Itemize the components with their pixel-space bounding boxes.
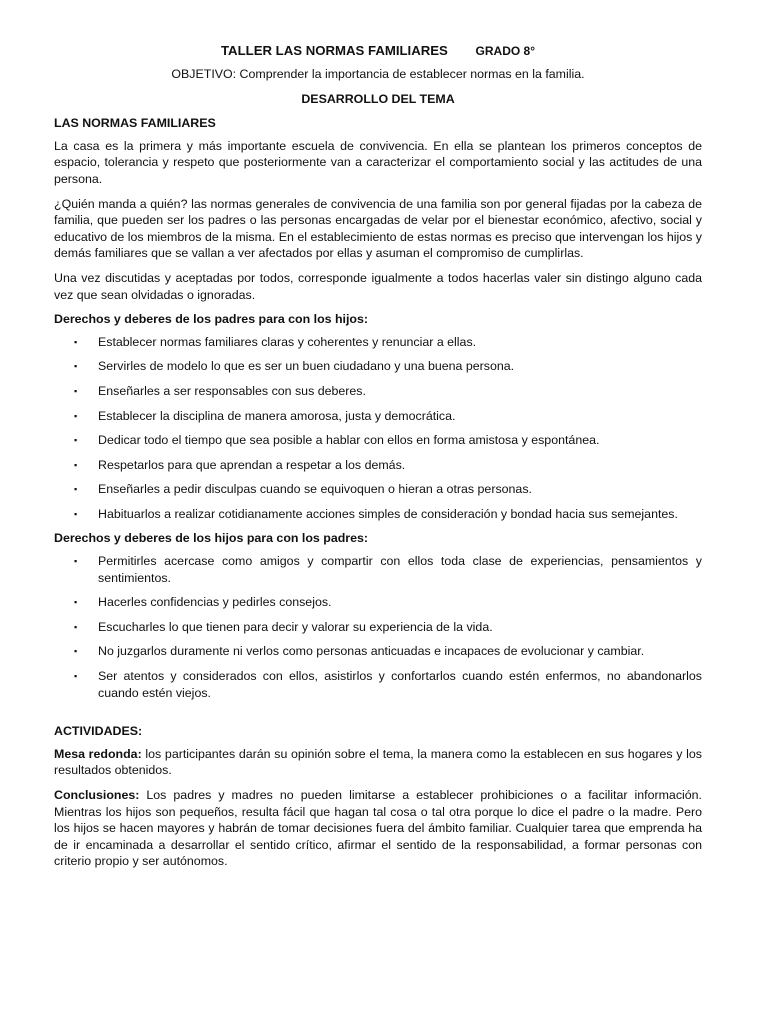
bullet-icon: ▪ <box>74 484 78 495</box>
paragraph: ¿Quién manda a quién? las normas generales de convivencia de una familia son por general fijadas por la cabeza de familia, que pueden ser los padres o las personas encargadas de velar por el bienestar económico, afectivo, social y educativo de los miembros de la misma. En el establecimiento de estas normas es preciso que intervengan los hijos y demás familiares que se vallan a ver afectados por ellas y asuman el compromiso de cumplirlas. <box>54 196 702 261</box>
round-table-label: Mesa redonda: <box>54 746 142 761</box>
list-item <box>54 668 702 701</box>
bullet-icon: ▪ <box>74 336 78 347</box>
bullet-icon: ▪ <box>74 385 78 396</box>
bullet-icon: ▪ <box>74 671 78 682</box>
objective-label: OBJETIVO: <box>171 67 237 81</box>
list-item-text: Ser atentos y considerados con ellos, asistirlos y confortarlos cuando estén enfermos, no abandonarlos cuando estén viejos. <box>98 669 702 700</box>
list-item <box>54 643 702 660</box>
list-item <box>54 383 702 400</box>
list-item-text: Respetarlos para que aprendan a respetar a los demás. <box>98 457 406 472</box>
objective-text: Comprender la importancia de establecer normas en la familia. <box>236 67 585 81</box>
paragraph: La casa es la primera y más importante escuela de convivencia. En ella se plantean los primeros conceptos de espacio, tolerancia y respeto que posteriormente van a caracterizar el comportamiento social y las actitudes de una persona. <box>54 138 702 186</box>
list-item-text: Establecer normas familiares claras y coherentes y renunciar a ellas. <box>98 334 477 349</box>
children-duties-list <box>54 553 702 701</box>
list-item <box>54 481 702 498</box>
parents-duties-list <box>54 334 702 523</box>
conclusions-paragraph <box>54 787 702 870</box>
development-title: DESARROLLO DEL TEMA <box>301 91 455 106</box>
list-item <box>54 334 702 351</box>
bullet-icon: ▪ <box>74 621 78 632</box>
bullet-icon: ▪ <box>74 556 78 567</box>
conclusions-label: Conclusiones: <box>54 788 140 802</box>
document-title: TALLER LAS NORMAS FAMILIARES <box>220 43 448 58</box>
section-title-activities: ACTIVIDADES: <box>54 724 143 739</box>
list-item <box>54 408 702 425</box>
bullet-icon: ▪ <box>74 361 78 372</box>
bullet-icon: ▪ <box>74 435 78 446</box>
list-item-text: Escucharles lo que tienen para decir y valorar su experiencia de la vida. <box>98 619 493 634</box>
list-item-text: No juzgarlos duramente ni verlos como personas anticuadas e incapaces de evolucionar y cambiar. <box>98 644 645 659</box>
round-table-text: los participantes darán su opinión sobre el tema, la manera como la establecen en sus hogares y los resultados obtenidos. <box>54 746 702 778</box>
paragraph: Una vez discutidas y aceptadas por todos, corresponde igualmente a todos hacerlas valer sin distingo alguno cada vez que sean olvidadas o ignoradas. <box>54 270 702 302</box>
list-item <box>54 553 702 586</box>
list-item-text: Enseñarles a pedir disculpas cuando se equivoquen o hieran a otras personas. <box>98 482 532 497</box>
section-title-normas: LAS NORMAS FAMILIARES <box>54 116 216 131</box>
list-item <box>54 457 702 474</box>
list-item <box>54 358 702 375</box>
list-item <box>54 432 702 449</box>
bullet-icon: ▪ <box>74 646 78 657</box>
round-table-paragraph <box>54 746 702 779</box>
list-item-text: Dedicar todo el tiempo que sea posible a hablar con ellos en forma amistosa y espontánea. <box>98 433 600 448</box>
section-title-children-duties: Derechos y deberes de los hijos para con los padres: <box>54 531 369 546</box>
document-title-row <box>54 42 702 60</box>
list-item-text: Hacerles confidencias y pedirles consejos. <box>98 595 332 610</box>
bullet-icon: ▪ <box>74 508 78 519</box>
grade-label: GRADO 8° <box>475 44 536 58</box>
spacer <box>54 709 702 723</box>
bullet-icon: ▪ <box>74 459 78 470</box>
conclusions-text: Los padres y madres no pueden limitarse a establecer prohibiciones o a facilitar información. Mientras los hijos son pequeños, resulta fácil que hagan tal cosa o tal otra porque lo dice el padre o la madre. Pero los hijos se hacen mayores y habrán de tomar decisiones fuera del ámbito familiar. Cualquier tarea que emprenda ha de ir encaminada a desarrollar el sentido crítico, afirmar el sentido de la responsabilidad, a formar personas con criterio propio y ser autónomos. <box>54 788 702 869</box>
section-title-parents-duties: Derechos y deberes de los padres para con los hijos: <box>54 312 369 327</box>
list-item <box>54 619 702 636</box>
list-item-text: Permitirles acercase como amigos y compartir con ellos toda clase de experiencias, pensamientos y sentimientos. <box>98 554 702 585</box>
bullet-icon: ▪ <box>74 410 78 421</box>
list-item <box>54 506 702 523</box>
list-item-text: Enseñarles a ser responsables con sus deberes. <box>98 383 366 398</box>
list-item-text: Establecer la disciplina de manera amorosa, justa y democrática. <box>98 408 456 423</box>
list-item <box>54 594 702 611</box>
list-item-text: Habituarlos a realizar cotidianamente acciones simples de consideración y bondad hacia sus semejantes. <box>98 506 678 521</box>
objective-line <box>54 66 702 83</box>
bullet-icon: ▪ <box>74 597 78 608</box>
list-item-text: Servirles de modelo lo que es ser un buen ciudadano y una buena persona. <box>98 359 515 374</box>
